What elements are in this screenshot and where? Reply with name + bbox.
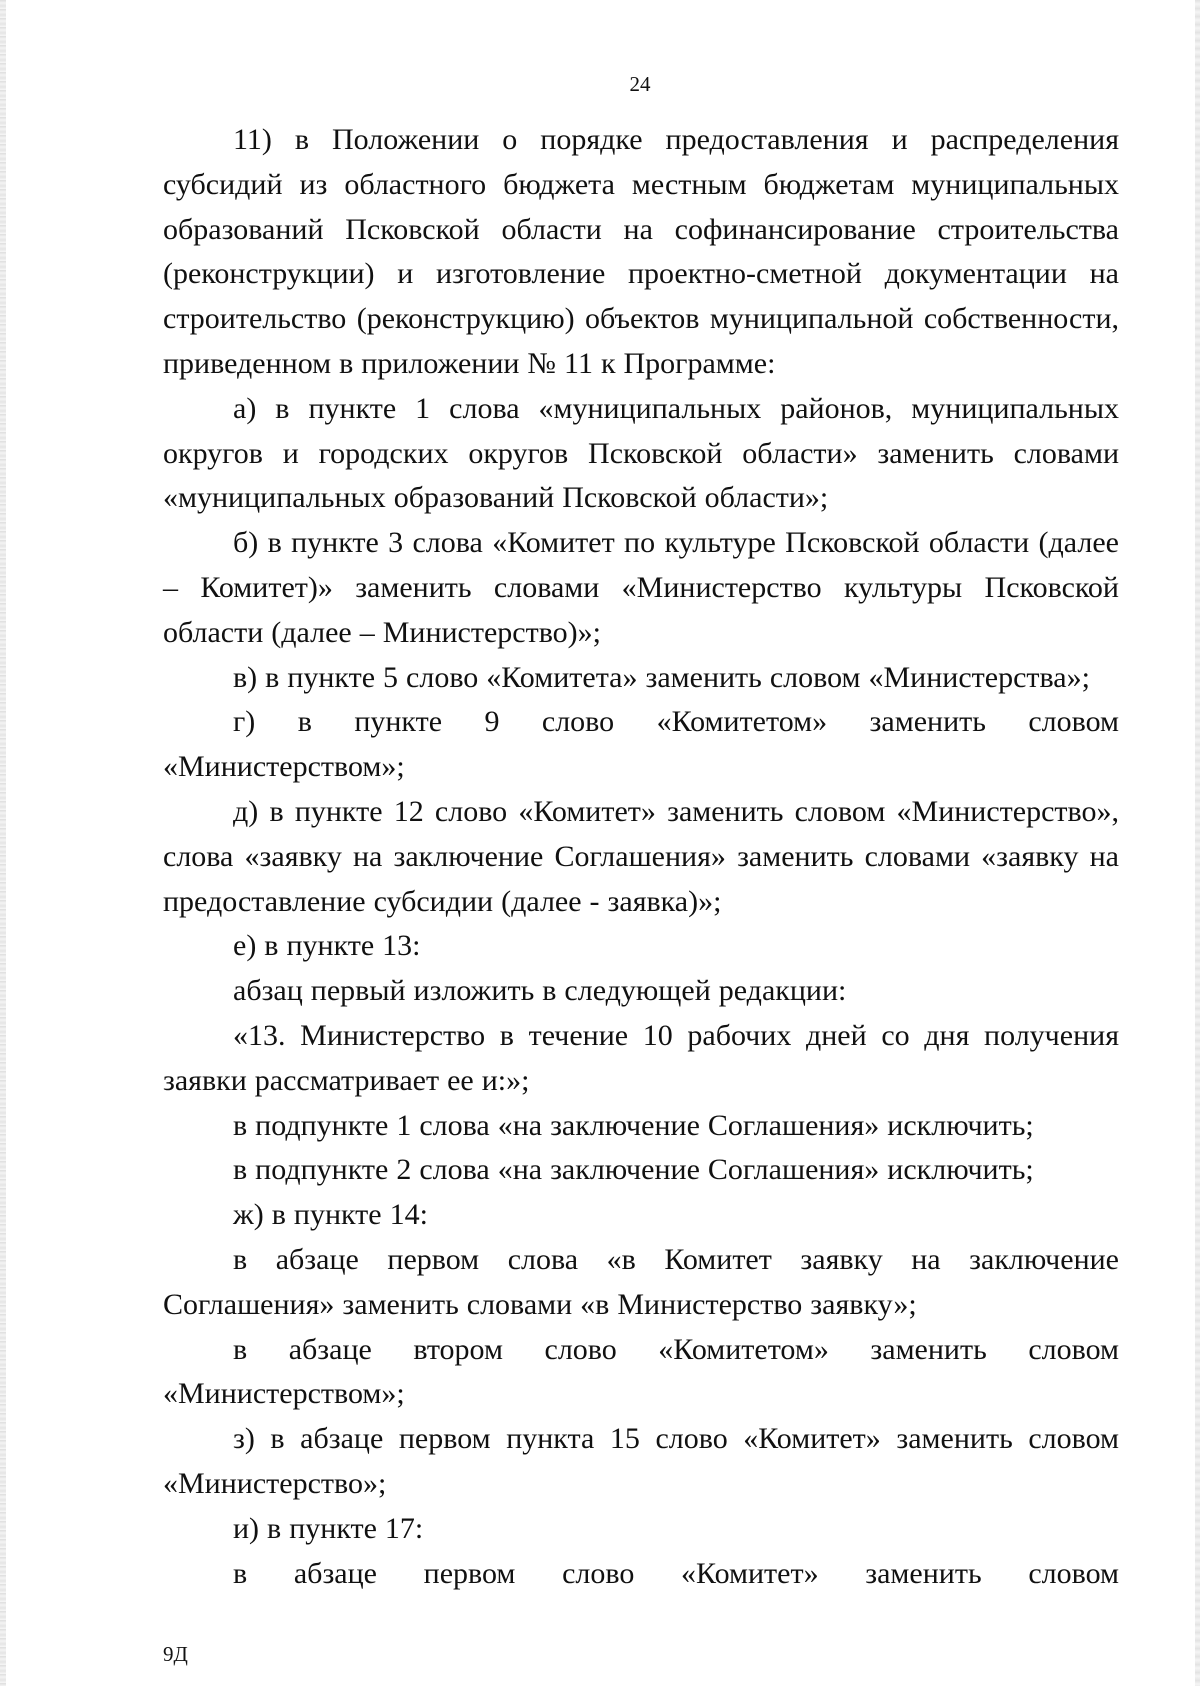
footer-code: 9Д [163, 1642, 188, 1666]
paragraph-i: и) в пункте 17: [233, 1511, 424, 1545]
paragraph-quote-13: «13. Министерство в течение 10 рабочих дней со дня получения заявки рассматривает ее и:»; [163, 1018, 1119, 1097]
page-number: 24 [629, 72, 651, 96]
paragraph-zh: ж) в пункте 14: [233, 1198, 428, 1232]
paragraph-g: г) в пункте 9 слово «Комитетом» заменить словом «Министерством»; [163, 705, 1119, 784]
paragraph-abzac-second-14: в абзаце втором слово «Комитетом» заменить словом «Министерством»; [163, 1332, 1119, 1411]
paragraph-abzac-first-14: в абзаце первом слова «в Комитет заявку на заключение Соглашения» заменить словами «в Министерство заявку»; [163, 1242, 1119, 1321]
paragraph-e: е) в пункте 13: [233, 929, 421, 963]
paragraph-subitem-1: в подпункте 1 слова «на заключение Соглашения» исключить; [233, 1108, 1034, 1142]
paragraph-v: в) в пункте 5 слово «Комитета» заменить словом «Министерства»; [233, 660, 1090, 694]
scan-edge-right [1195, 0, 1200, 1686]
paragraph-b: б) в пункте 3 слова «Комитет по культуре Псковской области (далее – Комитет)» заменить словами «Министерство культуры Псковской области (далее – Министерство)»; [163, 526, 1119, 649]
paragraph-11: 11) в Положении о порядке предоставления и распределения субсидий из областного бюджета местным бюджетам муниципальных образований Псковской области на софинансирование строительства (реконструкции) и изготовление проектно-сметной документации на строительство (реконструкцию) объектов муниципальной собственности, приведенном в приложении № 11 к Программе: [163, 123, 1119, 380]
paragraph-abzac-first-17: в абзаце первом слово «Комитет» заменить словом [233, 1556, 1119, 1590]
paragraph-abzac-first: абзац первый изложить в следующей редакции: [233, 974, 847, 1008]
paragraph-d: д) в пункте 12 слово «Комитет» заменить словом «Министерство», слова «заявку на заключение Соглашения» заменить словами «заявку на предоставление субсидии (далее - заявка)»; [163, 794, 1119, 918]
document-body [163, 118, 1119, 1596]
scan-edge-left [0, 0, 6, 1686]
paragraph-z: з) в абзаце первом пункта 15 слово «Комитет» заменить словом «Министерство»; [163, 1422, 1119, 1500]
paragraph-a: а) в пункте 1 слова «муниципальных районов, муниципальных округов и городских округов Псковской области» заменить словами «муниципальных образований Псковской области»; [163, 391, 1119, 515]
paragraph-subitem-2: в подпункте 2 слова «на заключение Соглашения» исключить; [233, 1153, 1034, 1187]
